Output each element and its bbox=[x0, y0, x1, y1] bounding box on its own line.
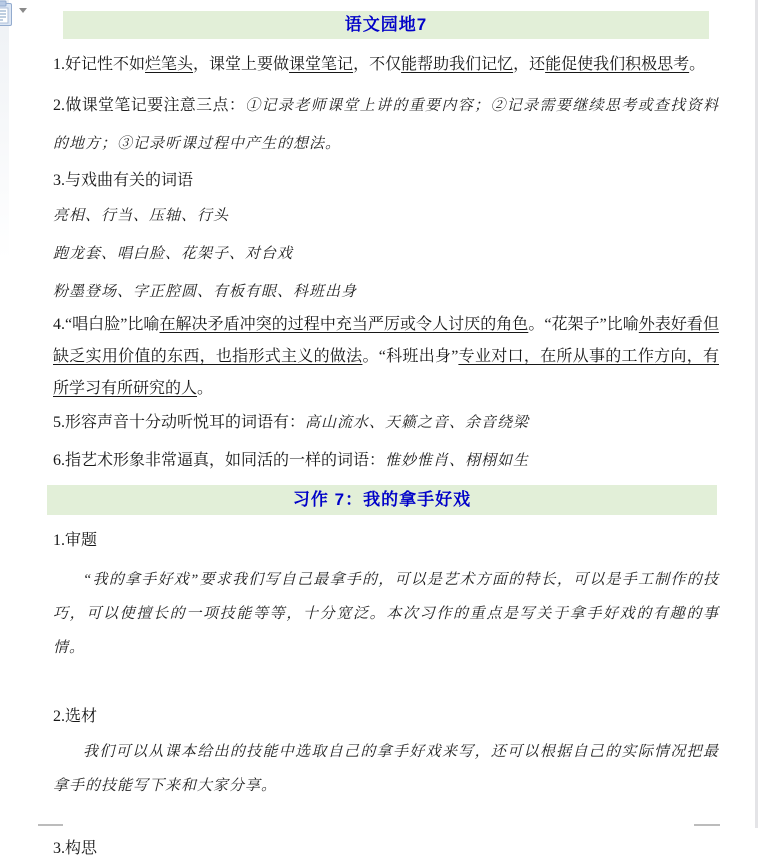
subsection-body-xuancai: 我们可以从课本给出的技能中选取自己的拿手好戏来写，还可以根据自己的实际情况把最拿手的技能写下来和大家分享。 bbox=[53, 744, 719, 794]
text-run: 惟妙惟肖、栩栩如生 bbox=[385, 453, 530, 469]
note-item-6 bbox=[53, 443, 719, 479]
text-run: 跑龙套、唱白脸、花架子、对台戏 bbox=[53, 246, 294, 262]
text-run: ①记录老师课堂上讲的重要内容；②记录需要继续思考或查找资料的地方；③记录听课过程中产生的想法。 bbox=[53, 98, 719, 152]
text-run: 5.形容声音十分动听悦耳的词语有： bbox=[53, 414, 306, 431]
note-item-3 bbox=[53, 163, 719, 199]
subsection-body-shenti: “我的拿手好戏”要求我们写自己最拿手的，可以是艺术方面的特长，可以是手工制作的技巧，可以使擅长的一项技能等等，十分宽泛。本次习作的重点是写关于拿手好戏的有趣的事情。 bbox=[53, 572, 719, 656]
text-run: 能帮助我们记忆 bbox=[401, 56, 514, 73]
text-run: 6.指艺术形象非常逼真，如同活的一样的词语： bbox=[53, 452, 386, 469]
opera-words-line-1 bbox=[53, 199, 719, 233]
text-run: ，课堂上要做 bbox=[193, 56, 290, 73]
text-run: 专业对口，在所从事的工作方向，有所学习有所研究的人 bbox=[53, 348, 719, 397]
text-run: 课堂笔记 bbox=[289, 56, 354, 73]
subsection-title-xuancai: 2.选材 bbox=[53, 708, 98, 725]
text-run: 外表好看但缺乏实用价值的东西，也指形式主义的做法 bbox=[53, 316, 719, 365]
text-run: 高山流水、天籁之音、余音绕梁 bbox=[305, 415, 530, 431]
text-run: 。 bbox=[689, 56, 706, 73]
section-header-xizuo: 习作 7：我的拿手好戏 bbox=[47, 485, 717, 515]
note-item-4 bbox=[53, 309, 719, 405]
chevron-down-icon[interactable] bbox=[19, 8, 27, 13]
text-run: 。 bbox=[197, 380, 214, 397]
subsection-title-shenti: 1.审题 bbox=[53, 532, 98, 549]
note-item-1 bbox=[53, 47, 719, 83]
text-run: 2.做课堂笔记要注意三点： bbox=[53, 97, 246, 114]
text-run: ，还 bbox=[513, 56, 546, 73]
opera-words-line-3 bbox=[53, 275, 719, 309]
left-panel-edge bbox=[0, 0, 9, 260]
note-item-5 bbox=[53, 405, 719, 441]
note-item-2 bbox=[53, 87, 719, 163]
text-boundary-mark-right bbox=[694, 824, 720, 826]
text-run: 在解决矛盾冲突的过程中充当严厉或令人讨厌的角色 bbox=[159, 316, 529, 333]
text-run: 4.“唱白脸”比喻 bbox=[53, 316, 160, 333]
text-run: 。“花架子”比喻 bbox=[528, 316, 639, 333]
text-run: 。“科班出身” bbox=[362, 348, 459, 365]
text-run: 亮相、行当、压轴、行头 bbox=[53, 208, 230, 224]
text-run: 烂笔头 bbox=[145, 56, 194, 73]
clipboard-paste-icon[interactable] bbox=[0, 0, 15, 32]
paste-options-widget[interactable] bbox=[0, 0, 34, 30]
text-run: 3.与戏曲有关的词语 bbox=[53, 172, 194, 189]
subsection-title-gousi: 3.构思 bbox=[53, 840, 98, 857]
text-run: 粉墨登场、字正腔圆、有板有眼、科班出身 bbox=[53, 284, 358, 300]
section-header-yuwen-yuandi: 语文园地7 bbox=[63, 11, 709, 39]
text-run: ，不仅 bbox=[353, 56, 402, 73]
text-boundary-mark-left bbox=[38, 824, 63, 826]
opera-words-line-2 bbox=[53, 237, 719, 271]
text-run: 能促使我们积极思考 bbox=[545, 56, 690, 73]
text-run: 1.好记性不如 bbox=[53, 56, 146, 73]
